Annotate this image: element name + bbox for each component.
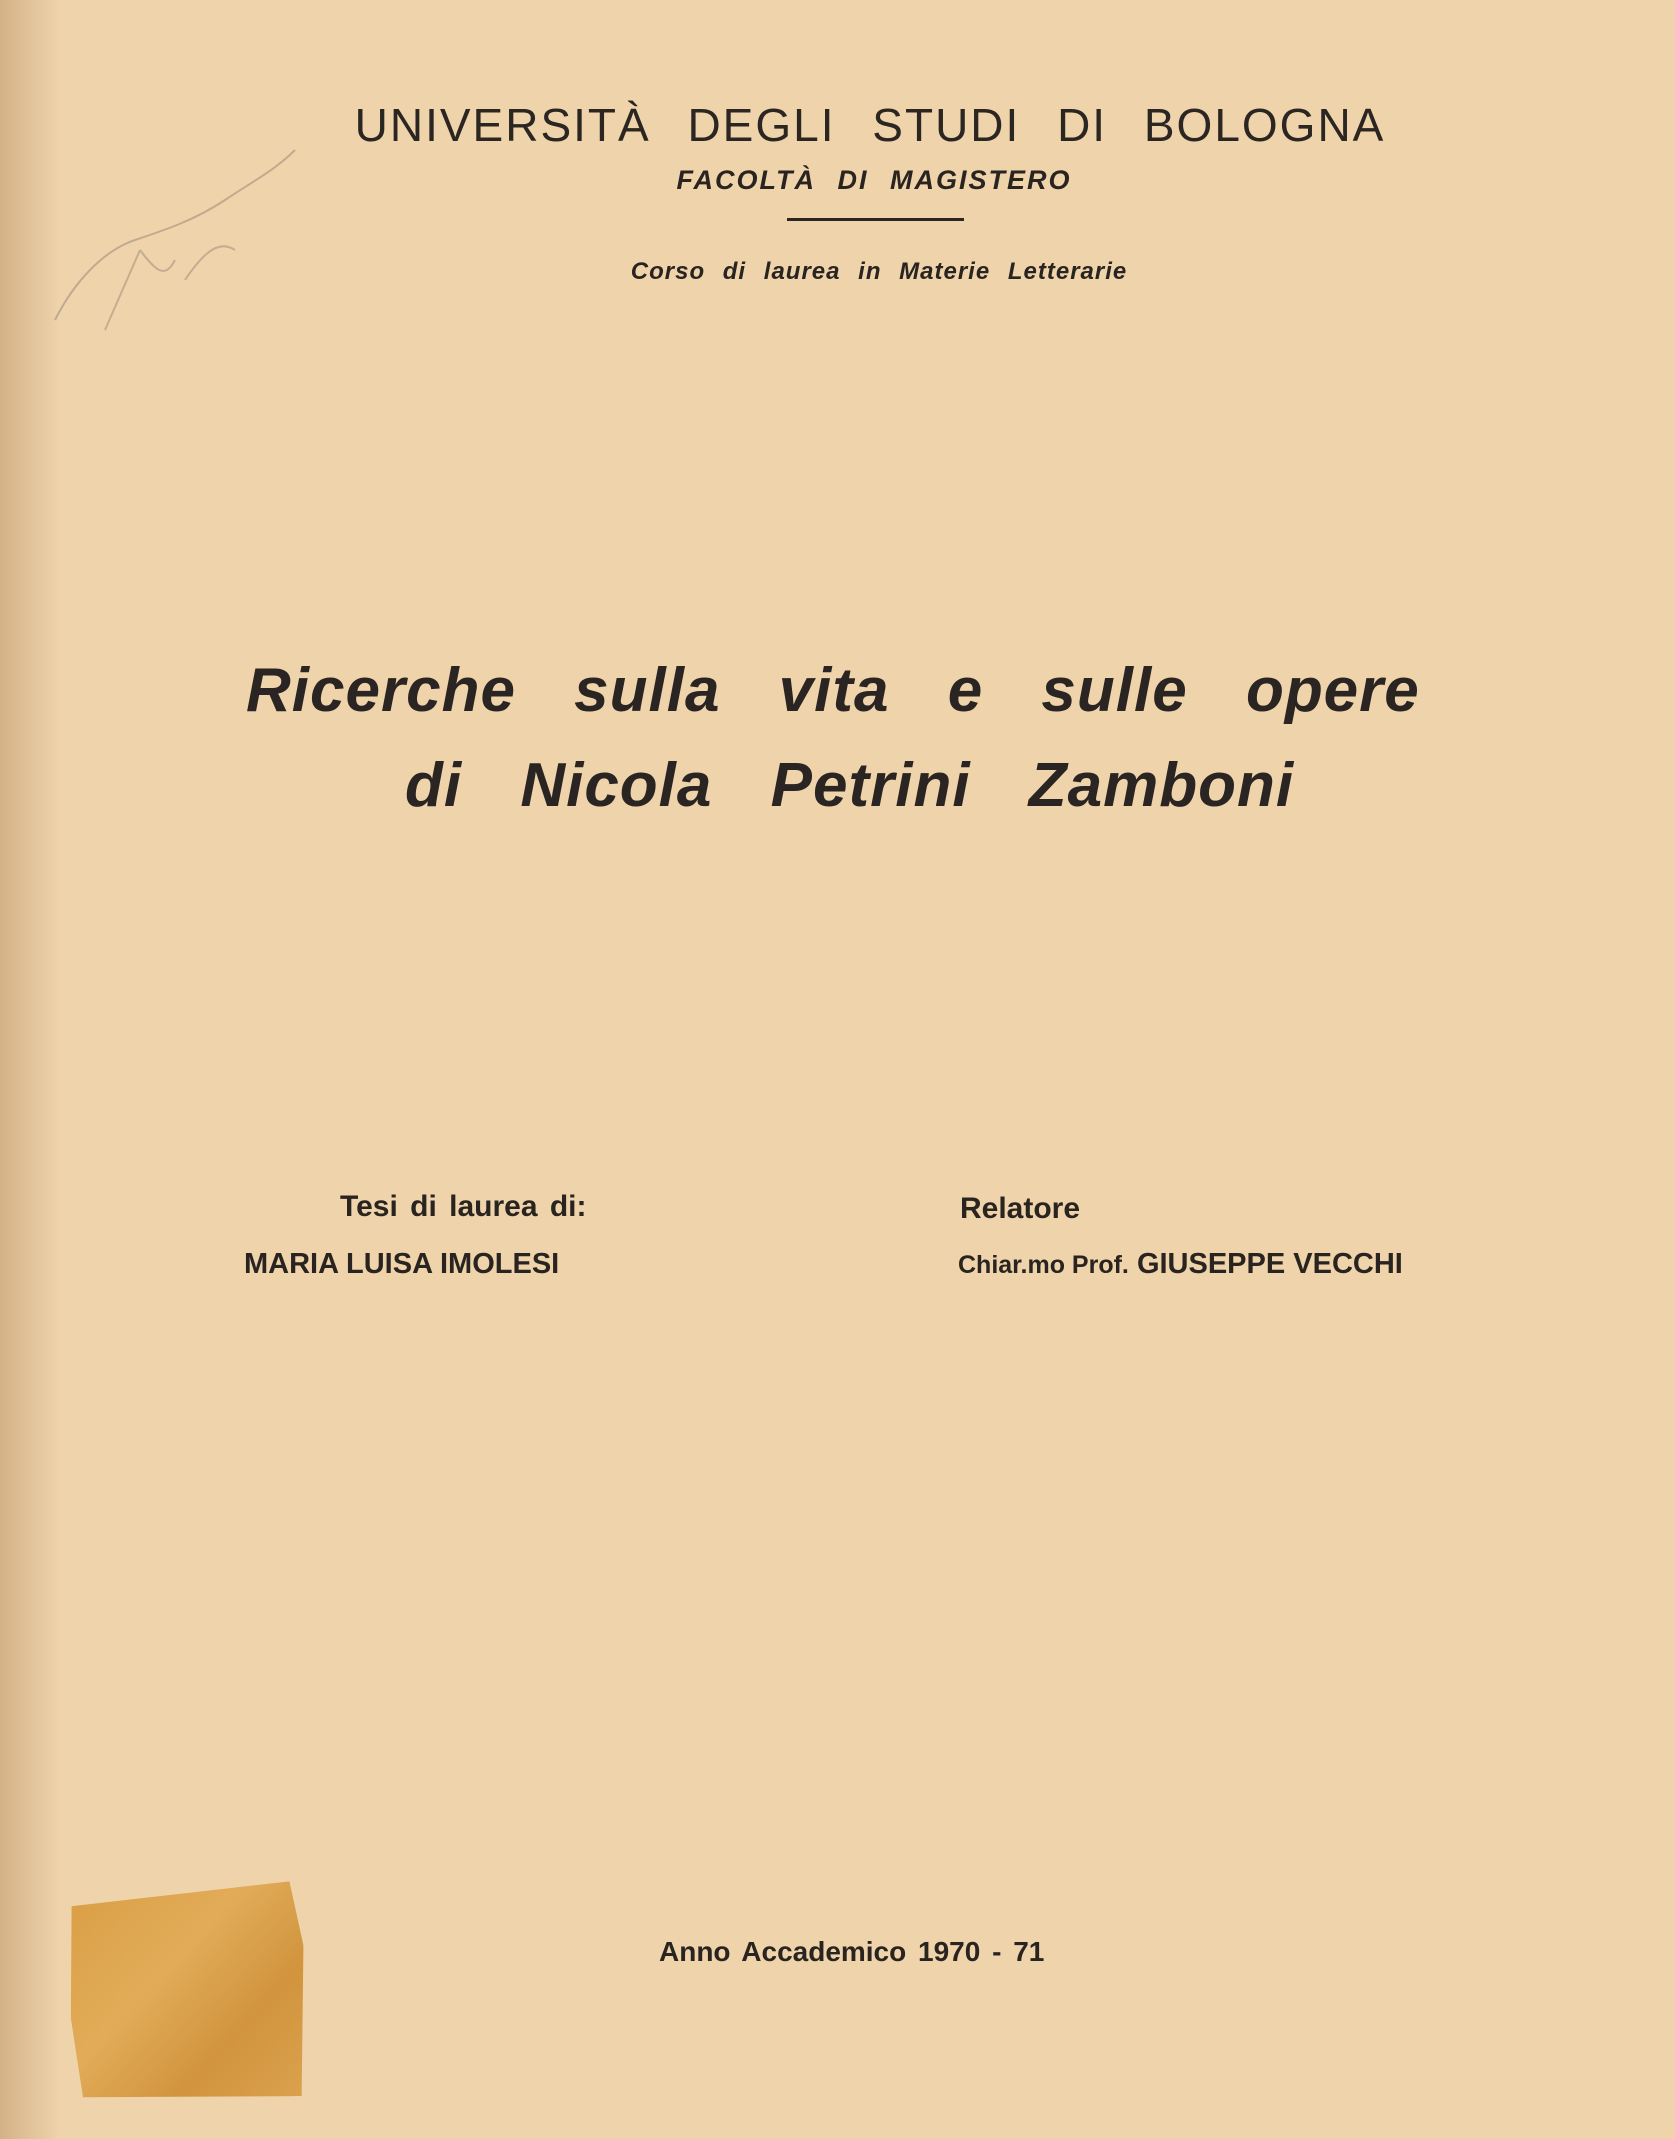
thesis-title-line-1: Ricerche sulla vita e sulle opere [246, 656, 1420, 725]
supervisor-line [958, 1248, 1403, 1281]
degree-course: Corso di laurea in Materie Letterarie [630, 258, 1128, 285]
supervisor-title-prefix: Chiar.mo Prof. [958, 1251, 1129, 1279]
thesis-author-label: Tesi di laurea di: [340, 1190, 587, 1223]
header-divider [787, 218, 964, 221]
adhesive-tape-patch [66, 1881, 308, 2104]
academic-year: Anno Accademico 1970 - 71 [659, 1936, 1045, 1967]
supervisor-name: GIUSEPPE VECCHI [1136, 1248, 1403, 1280]
thesis-title-line-2: di Nicola Petrini Zamboni [405, 751, 1295, 820]
university-name: UNIVERSITÀ DEGLI STUDI DI BOLOGNA [354, 99, 1386, 151]
supervisor-label: Relatore [960, 1192, 1081, 1225]
thesis-author-name: MARIA LUISA IMOLESI [244, 1248, 560, 1280]
faculty-name: FACOLTÀ DI MAGISTERO [676, 165, 1072, 195]
